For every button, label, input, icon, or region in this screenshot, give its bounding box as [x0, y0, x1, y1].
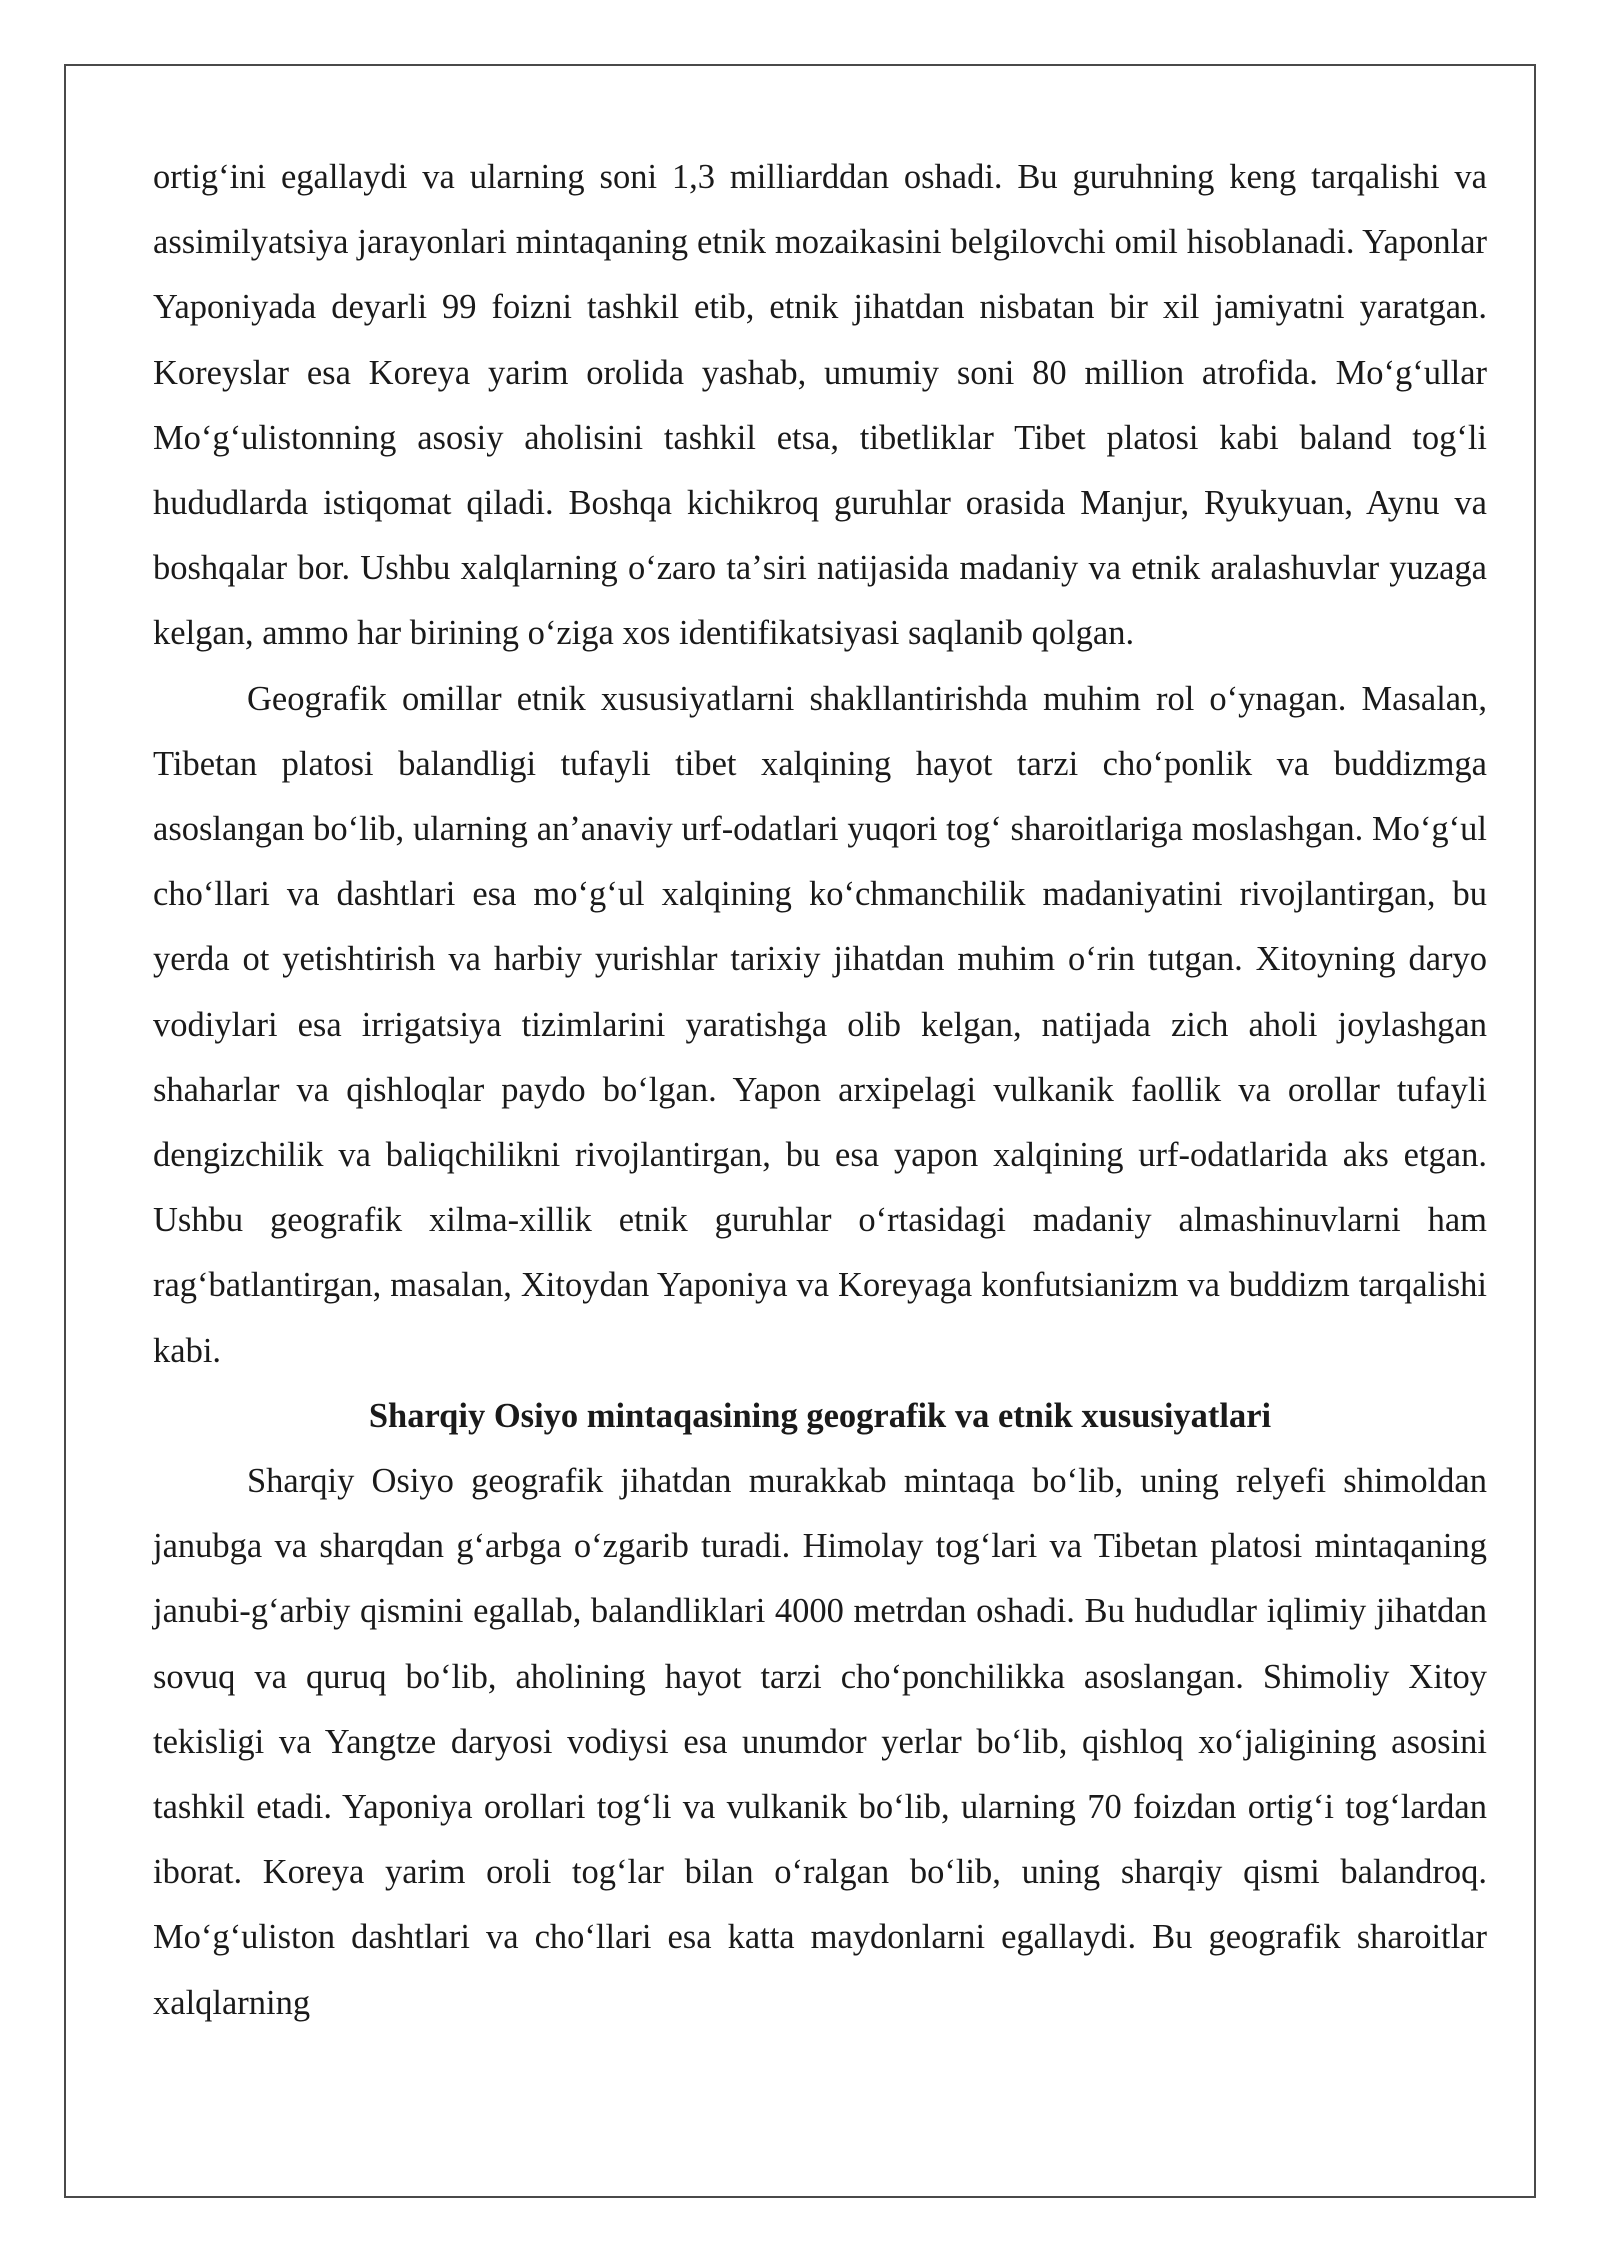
paragraph-geographic-factors: Geografik omillar etnik xususiyatlarni shakllantirishda muhim rol oʻynagan. Masalan, Tibetan platosi balandligi tufayli tibet xalqining hayot tarzi choʻponlik va buddizmga asoslangan boʻlib, ularning anʼanaviy urf-odatlari yuqori togʻ sharoitlariga moslashgan. Moʻgʻul choʻllari va dashtlari esa moʻgʻul xalqining koʻchmanchilik madaniyatini rivojlantirgan, bu yerda ot yetishtirish va harbiy yurishlar tarixiy jihatdan muhim oʻrin tutgan. Xitoyning daryo vodiylari esa irrigatsiya tizimlarini yaratishga olib kelgan, natijada zich aholi joylashgan shaharlar va qishloqlar paydo boʻlgan. Yapon arxipelagi vulkanik faollik va orollar tufayli dengizchilik va baliqchilikni rivojlantirgan, bu esa yapon xalqining urf-odatlarida aks etgan. Ushbu geografik xilma-xillik etnik guruhlar oʻrtasidagi madaniy almashinuvlarni ham ragʻbatlantirgan, masalan, Xitoydan Yaponiya va Koreyaga konfutsianizm va buddizm tarqalishi kabi. [153, 679, 1487, 1370]
paragraph-regional-geography: Sharqiy Osiyo geografik jihatdan murakkab mintaqa boʻlib, uning relyefi shimoldan janubga va sharqdan gʻarbga oʻzgarib turadi. Himolay togʻlari va Tibetan platosi mintaqaning janubi-gʻarbiy qismini egallab, balandliklari 4000 metrdan oshadi. Bu hududlar iqlimiy jihatdan sovuq va quruq boʻlib, aholining hayot tarzi choʻponchilikka asoslangan. Shimoliy Xitoy tekisligi va Yangtze daryosi vodiysi esa unumdor yerlar boʻlib, qishloq xoʻjaligining asosini tashkil etadi. Yaponiya orollari togʻli va vulkanik boʻlib, ularning 70 foizdan ortigʻi togʻlardan iborat. Koreya yarim oroli togʻlar bilan oʻralgan boʻlib, uning sharqiy qismi balandroq. Moʻgʻuliston dashtlari va choʻllari esa katta maydonlarni egallaydi. Bu geografik sharoitlar xalqlarning [153, 1462, 1487, 2022]
paragraph-ethnic-groups: ortigʻini egallaydi va ularning soni 1,3 milliarddan oshadi. Bu guruhning keng tarqalishi va assimilyatsiya jarayonlari mintaqaning etnik mozaikasini belgilovchi omil hisoblanadi. Yaponlar Yaponiyada deyarli 99 foizni tashkil etib, etnik jihatdan nisbatan bir xil jamiyatni yaratgan. Koreyslar esa Koreya yarim orolida yashab, umumiy soni 80 million atrofida. Moʻgʻullar Moʻgʻulistonning asosiy aholisini tashkil etsa, tibetliklar Tibet platosi kabi baland togʻli hududlarda istiqomat qiladi. Boshqa kichikroq guruhlar orasida Manjur, Ryukyuan, Aynu va boshqalar bor. Ushbu xalqlarning oʻzaro taʼsiri natijasida madaniy va etnik aralashuvlar yuzaga kelgan, ammo har birining oʻziga xos identifikatsiyasi saqlanib qolgan. [153, 158, 1487, 653]
document-body [153, 145, 1487, 2036]
section-heading: Sharqiy Osiyo mintaqasining geografik va etnik xususiyatlari [368, 1396, 1272, 1435]
